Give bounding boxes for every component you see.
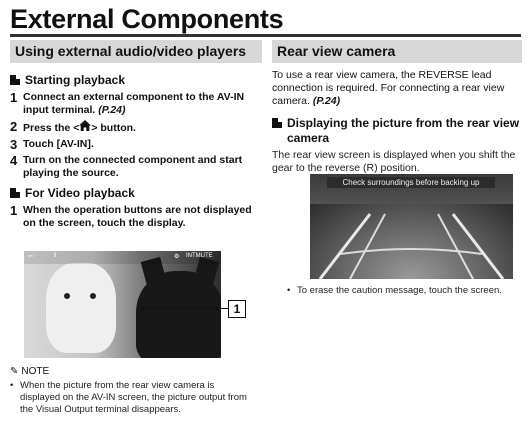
video-playback-steps [10, 204, 262, 230]
displaying-picture-label: Displaying the picture from the rear view camera [287, 116, 520, 145]
step-item [10, 204, 262, 230]
starting-playback-heading [10, 73, 262, 88]
section-title-rear-view: Rear view camera [272, 40, 522, 63]
white-dog-image [46, 263, 116, 353]
note-heading [10, 366, 49, 377]
step-number: 2 [10, 119, 18, 134]
step-text: Touch [AV-IN]. [23, 138, 94, 150]
video-playback-heading [10, 186, 262, 201]
step-number: 1 [10, 203, 18, 218]
square-bullet-icon [10, 75, 20, 85]
bullet: • [10, 380, 14, 391]
home-icon [79, 120, 91, 135]
step-item [10, 154, 262, 180]
right-column [272, 40, 522, 175]
av-in-screen-photo [24, 251, 221, 358]
step-text: Turn on the connected component and start playing the source. [23, 154, 243, 179]
step-number: 3 [10, 137, 18, 152]
step-number: 4 [10, 153, 18, 168]
displaying-picture-text: The rear view screen is displayed when you shift the gear to the reverse (R) position. [272, 149, 516, 174]
step-text [23, 120, 262, 135]
step-number: 1 [10, 90, 18, 105]
parking-guide-lines [310, 174, 513, 279]
step-text-post: > button. [91, 122, 136, 134]
left-column [10, 40, 262, 233]
pause-icon: ‖ [54, 253, 57, 259]
bullet: • [287, 285, 291, 296]
caution-message[interactable]: Check surroundings before backing up [327, 177, 495, 188]
pencil-icon: ✎ [10, 366, 19, 377]
starting-playback-label: Starting playback [25, 73, 126, 87]
erase-caution-text: To erase the caution message, touch the screen. [297, 285, 502, 296]
step-item [10, 138, 262, 151]
note-label: NOTE [21, 366, 50, 377]
starting-playback-steps [10, 91, 262, 180]
step-item [10, 120, 262, 135]
dog-eye [90, 293, 96, 299]
page-title: External Components [10, 4, 284, 34]
callout-line [143, 308, 228, 309]
step-item [10, 91, 262, 117]
rear-view-intro-text: To use a rear view camera, the REVERSE lead connection is required. For connecting a rear view camera. [272, 69, 505, 107]
step-text-pre: Press the < [23, 122, 80, 134]
square-bullet-icon [272, 118, 282, 128]
step-text: When the operation buttons are not displayed on the screen, touch the display. [23, 204, 252, 229]
step-text-main: Connect an external component to the AV-IN input terminal. [23, 91, 245, 116]
note-text [10, 380, 255, 416]
section-title-external-players: Using external audio/video players [10, 40, 262, 63]
rear-view-intro [272, 69, 522, 108]
gear-icon: ⚙ [174, 254, 180, 260]
video-playback-label: For Video playback [25, 186, 135, 200]
black-dog-image [136, 271, 221, 358]
page-reference: (P.24) [312, 95, 341, 107]
dog-eye [64, 293, 70, 299]
square-bullet-icon [10, 188, 20, 198]
page-reference: (P.24) [98, 104, 126, 116]
erase-caution-note [287, 285, 502, 296]
displaying-picture-heading [272, 116, 522, 146]
title-rule [10, 34, 521, 37]
rear-camera-screen [310, 174, 513, 279]
note-body: When the picture from the rear view camera is displayed on the AV-IN screen, the picture output from the Visual Output terminal disappears. [20, 380, 247, 415]
mute-label: INTMUTE [186, 253, 213, 259]
photo-osd-bar [24, 251, 221, 264]
step-text [23, 91, 262, 117]
callout-number: 1 [228, 300, 246, 318]
back-arrow-icon: ⇦ [28, 254, 34, 260]
